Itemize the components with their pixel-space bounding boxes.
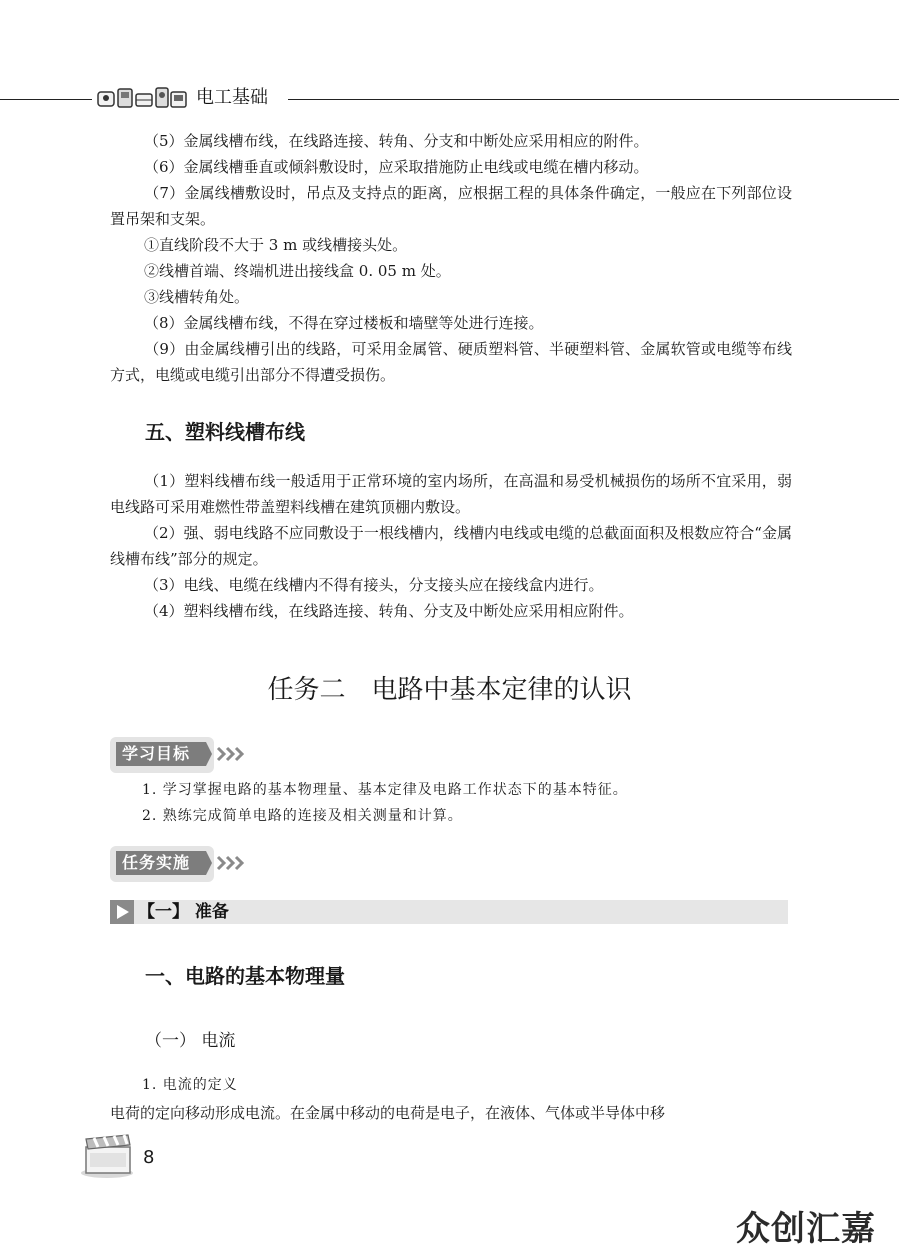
paragraph-text: （3）电线、电缆在线槽内不得有接头，分支接头应在接线盒内进行。 xyxy=(144,576,604,594)
task-title: 任务二 电路中基本定律的认识 xyxy=(267,675,632,705)
paragraph-text: （6）金属线槽垂直或倾斜敷设时，应采取措施防止电线或电缆在槽内移动。 xyxy=(144,158,649,176)
header-rule-left xyxy=(0,99,92,100)
sub-heading: （一） 电流 xyxy=(145,1031,236,1051)
paragraph-text: （9）由金属线槽引出的线路，可采用金属管、硬质塑料管、半硬塑料管、金属软管或电缆等布线方式，电缆或电缆引出部分不得遭受损伤。 xyxy=(110,340,792,384)
paragraph-text: （5）金属线槽布线，在线路连接、转角、分支和中断处应采用相应的附件。 xyxy=(144,132,649,150)
badge-label: 任务实施 xyxy=(122,853,191,872)
paragraph xyxy=(110,572,792,598)
header-decoration-icon xyxy=(96,86,188,110)
paragraph xyxy=(110,128,792,154)
paragraph-text: 电荷的定向移动形成电流。在金属中移动的电荷是电子，在液体、气体或半导体中移 xyxy=(110,1104,666,1122)
paragraph xyxy=(110,520,792,572)
section-heading: 五、塑料线槽布线 xyxy=(145,420,305,444)
paragraph xyxy=(110,180,792,232)
paragraph xyxy=(110,258,792,284)
preparation-bar xyxy=(110,900,788,924)
book-title: 电工基础 xyxy=(196,87,268,108)
badge-label: 学习目标 xyxy=(122,744,191,763)
paragraph xyxy=(110,154,792,180)
paragraph-text: （8）金属线槽布线，不得在穿过楼板和墙壁等处进行连接。 xyxy=(144,314,544,332)
paragraph xyxy=(110,310,792,336)
section-heading: 一、电路的基本物理量 xyxy=(145,964,345,988)
paragraph xyxy=(110,598,792,624)
watermark: 众创汇嘉 xyxy=(736,1209,876,1249)
paragraph-text: ②线槽首端、终端机进出接线盒 0. 05 m 处。 xyxy=(144,262,451,280)
learning-goal-item: 2. 熟练完成简单电路的连接及相关测量和计算。 xyxy=(142,808,463,824)
paragraph xyxy=(110,468,792,520)
paragraph-text: （2）强、弱电线路不应同敷设于一根线槽内，线槽内电线或电缆的总截面面积及根数应符合“金属线槽布线”部分的规定。 xyxy=(110,524,792,568)
learning-goal-item: 1. 学习掌握电路的基本物理量、基本定律及电路工作状态下的基本特征。 xyxy=(142,782,628,798)
paragraph xyxy=(110,336,792,388)
paragraph-text: （7）金属线槽敷设时，吊点及支持点的距离，应根据工程的具体条件确定，一般应在下列部位设置吊架和支架。 xyxy=(110,184,792,228)
play-triangle-icon xyxy=(110,900,134,924)
paragraph xyxy=(110,284,792,310)
paragraph-text: （4）塑料线槽布线，在线路连接、转角、分支及中断处应采用相应附件。 xyxy=(144,602,634,620)
paragraph-text: ③线槽转角处。 xyxy=(144,288,250,306)
preparation-label: 【一】 准备 xyxy=(138,902,229,922)
paragraph xyxy=(110,232,792,258)
clapperboard-icon xyxy=(80,1133,134,1179)
page-number: 8 xyxy=(143,1147,155,1168)
implementation-badge xyxy=(110,846,260,882)
item-title: 1. 电流的定义 xyxy=(142,1077,238,1093)
learning-goals-badge xyxy=(110,737,260,773)
header-rule-right xyxy=(288,99,899,100)
paragraph-text: （1）塑料线槽布线一般适用于正常环境的室内场所，在高温和易受机械损伤的场所不宜采用，弱电线路可采用难燃性带盖塑料线槽在建筑顶棚内敷设。 xyxy=(110,472,792,516)
paragraph-text: ①直线阶段不大于 3 m 或线槽接头处。 xyxy=(144,236,408,254)
